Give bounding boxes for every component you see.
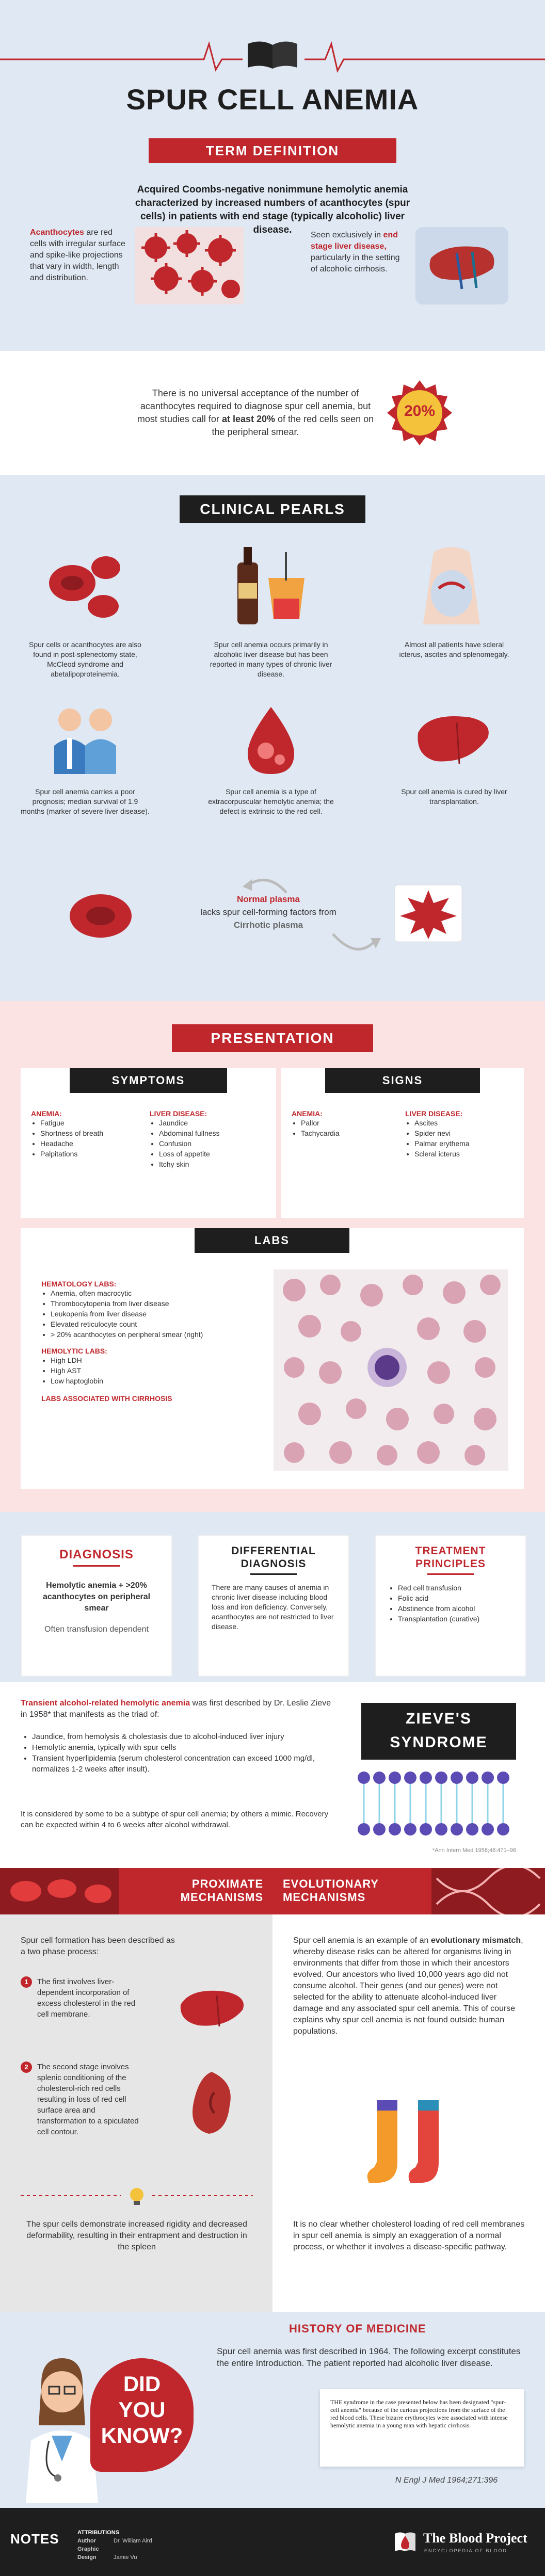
diagnosis-sub: Often transfusion dependent — [44, 1625, 149, 1634]
history-section — [0, 2312, 545, 2508]
heme-labs-list — [41, 1288, 268, 1340]
zieve-intro-rest: was first described by Dr. Leslie Zieve in 1958* that manifests as the triad of: — [21, 1699, 331, 1719]
you-word: YOU — [118, 2397, 166, 2422]
attributions-label: ATTRIBUTIONS — [77, 2530, 120, 2536]
did-word: DID — [123, 2372, 161, 2396]
red-cells-icon — [41, 547, 129, 624]
threshold-text-bold: at least 20% — [221, 414, 275, 424]
signs-liver-label: LIVER DISEASE: — [405, 1109, 463, 1118]
pearl-text-2: Spur cell anemia occurs primarily in alcoholic liver disease but has been reported in many types of chronic liver disease. — [210, 640, 332, 678]
list-item: • Itchy skin — [159, 1159, 268, 1169]
plasma-middle-text: lacks spur cell-forming factors from — [200, 907, 336, 917]
cirrhosis-labs-label: LABS ASSOCIATED WITH CIRRHOSIS — [41, 1394, 172, 1403]
list-item: • Tachycardia — [301, 1128, 395, 1138]
spur-cells-image — [135, 227, 244, 304]
zieve-footnote: *Ann Intern Med 1958;48:471–96 — [432, 1847, 516, 1854]
presentation-section — [0, 1001, 545, 1512]
threshold-text-b: of the red cells seen on the peripheral smear. — [212, 414, 374, 437]
blood-drop-icon — [232, 702, 310, 779]
zieve-section — [0, 1682, 545, 1868]
list-item: • Folic acid — [398, 1593, 511, 1603]
list-item: • Confusion — [159, 1138, 268, 1149]
liver-step-icon — [178, 1984, 250, 2036]
proximate-header: PROXIMATE MECHANISMS — [180, 1877, 263, 1904]
labs-card — [21, 1228, 524, 1489]
cirrhotic-plasma-label: Cirrhotic plasma — [233, 920, 303, 930]
presentation-ribbon: PRESENTATION — [172, 1024, 373, 1052]
curved-arrow-right-icon — [330, 929, 382, 960]
did-you-know-text — [90, 2371, 194, 2449]
design-label: Graphic Design — [77, 2546, 99, 2561]
diagnosis-header: DIAGNOSIS — [59, 1548, 134, 1561]
symptoms-liver-list — [150, 1118, 268, 1169]
know-word: KNOW? — [101, 2423, 183, 2448]
symptoms-liver-label: LIVER DISEASE: — [150, 1109, 207, 1118]
list-item: • Ascites — [414, 1118, 519, 1128]
list-item: • High LDH — [51, 1355, 268, 1365]
page-title: SPUR CELL ANEMIA — [126, 83, 419, 116]
signs-anemia-list — [292, 1118, 395, 1138]
list-item: • Fatigue — [40, 1118, 139, 1128]
clinical-pearls-ribbon: CLINICAL PEARLS — [180, 495, 365, 523]
proximate-intro: Spur cell formation has been described as a two phase process: — [21, 1936, 175, 1956]
author-label: Author — [77, 2538, 97, 2544]
mechanisms-section — [0, 1868, 545, 2312]
list-item: • Palmar erythema — [414, 1138, 519, 1149]
list-item: • Spider nevi — [414, 1128, 519, 1138]
list-item: • Jaundice — [159, 1118, 268, 1128]
seen-exclusively-text — [311, 230, 404, 275]
list-item: • Pallor — [301, 1118, 395, 1128]
list-item: • Transplantation (curative) — [398, 1614, 511, 1624]
twenty-percent-badge-text: 20% — [404, 403, 436, 420]
history-header: HISTORY OF MEDICINE — [289, 2322, 426, 2335]
history-excerpt: THE syndrome in the case presented below has been designated "spur-cell anemia" because of the curious projections from the surface of the red blood cells. These bizarre erythrocytes were associated with intense hemolytic anemia in a young man with hepatic cirrhosis. — [330, 2398, 508, 2429]
treatment-card — [375, 1535, 526, 1677]
evolutionary-closing: It is no clear whether cholesterol loading of red cell membranes in spur cell anemia is simply an exaggeration of a normal process, or whether it involves a disease-specific pathway. — [293, 2220, 525, 2251]
symptoms-anemia-label: ANEMIA: — [31, 1109, 62, 1118]
zieve-intro-red: Transient alcohol-related hemolytic anemia — [21, 1699, 190, 1708]
normal-cell-icon — [62, 888, 139, 944]
zieve-ribbon: ZIEVE'S SYNDROME — [361, 1703, 516, 1760]
list-item: • Headache — [40, 1138, 139, 1149]
diagnosis-card — [21, 1535, 172, 1677]
footer-section — [0, 2508, 545, 2576]
zieve-closing: It is considered by some to be a subtype of spur cell anemia; by others a mimic. Recovery can be expected within 4 to 6 weeks after alcohol withdrawal. — [21, 1810, 329, 1829]
normal-plasma-label: Normal plasma — [237, 894, 300, 904]
spleen-icon — [186, 2069, 237, 2136]
list-item: • Elevated reticulocyte count — [51, 1319, 268, 1329]
list-item: • Thrombocytopenia from liver disease — [51, 1298, 268, 1309]
lipid-bilayer-icon — [356, 1767, 521, 1840]
signs-card — [281, 1068, 524, 1218]
evo-text-a: Spur cell anemia is an example of an — [293, 1936, 431, 1945]
heartbeat-book-icon — [0, 28, 545, 75]
list-item: • Scleral icterus — [414, 1149, 519, 1159]
spur-cell-icon — [392, 882, 464, 944]
acanthocytes-term: Acanthocytes — [30, 228, 84, 237]
step-1-text: The first involves liver-dependent incorporation of excess cholesterol in the red cell membrane. — [37, 1977, 136, 2019]
threshold-text-a: There is no universal acceptance of the number of acanthocytes required to diagnose spur cell anemia, but most studies call for — [137, 388, 371, 424]
author-name: Dr. William Aird — [114, 2538, 152, 2544]
diagnosis-criteria: Hemolytic anemia + >20% acanthocytes on peripheral smear — [42, 1581, 151, 1613]
evolutionary-header: EVOLUTIONARY MECHANISMS — [283, 1877, 379, 1904]
proximate-closing: The spur cells demonstrate increased rigidity and decreased deformability, resulting in their entrapment and destruction in the spleen — [26, 2220, 247, 2251]
dna-icon — [431, 1868, 545, 1914]
treatment-list — [389, 1583, 511, 1624]
definition-text: Acquired Coombs-negative nonimmune hemolytic anemia characterized by increased numbers of acanthocytes (spur cells) in patients with end stage (typically alcoholic) liver disease. — [135, 184, 410, 235]
list-item: • Anemia, often macrocytic — [51, 1288, 268, 1298]
history-excerpt-card — [320, 2389, 524, 2467]
list-item: • Loss of appetite — [159, 1149, 268, 1159]
list-item: • Transient hyperlipidemia (serum cholesterol concentration can exceed 1000 mg/dl, normalizes 1-2 weeks after insult). — [32, 1753, 342, 1775]
seen-red: end stage liver disease, — [311, 231, 398, 251]
acanthocytes-desc: are red cells with irregular surface and spike-like projections that vary in width, length and distribution. — [30, 228, 125, 282]
step-1-badge: 1 — [21, 1976, 32, 1988]
pearl-text-3: Almost all patients have scleral icterus, ascites and splenomegaly. — [399, 640, 509, 658]
history-text: Spur cell anemia was first described in 1964. The following excerpt constitutes the entire Introduction. The patient reported had alcoholic liver disease. — [217, 2346, 521, 2368]
acanthocytes-description — [30, 227, 128, 284]
pearls-section — [0, 475, 545, 1001]
step-2-badge: 2 — [21, 2062, 32, 2073]
seen-prefix: Seen exclusively in — [311, 231, 383, 239]
list-item: • Abstinence from alcohol — [398, 1603, 511, 1614]
list-item: • Abdominal fullness — [159, 1128, 268, 1138]
list-item: • High AST — [51, 1365, 268, 1376]
hemolytic-labs-list — [41, 1355, 268, 1386]
plasma-text — [170, 893, 366, 931]
signs-header: SIGNS — [325, 1068, 480, 1093]
list-item: • Palpitations — [40, 1149, 139, 1159]
list-item: • > 20% acanthocytes on peripheral smear (right) — [51, 1329, 268, 1340]
step-2-text: The second stage involves splenic conditioning of the cholesterol-rich red cells resulting in loss of red cell surface area and transformation to a spiculated cell contour. — [37, 2063, 139, 2136]
pearl-text-6: Spur cell anemia is cured by liver transplantation. — [401, 787, 507, 806]
list-item: • Shortness of breath — [40, 1128, 139, 1138]
term-definition-ribbon: TERM DEFINITION — [149, 138, 396, 163]
liver-human-icon — [410, 222, 514, 310]
history-citation: N Engl J Med 1964;271:396 — [395, 2476, 498, 2485]
ddx-card — [198, 1535, 349, 1677]
symptoms-card — [21, 1068, 276, 1218]
symptoms-header: SYMPTOMS — [70, 1068, 227, 1093]
blood-vessel-icon — [0, 1868, 119, 1914]
blood-smear-image — [274, 1269, 508, 1471]
blood-project-logo-icon — [392, 2529, 418, 2554]
design-name: Jamie Vu — [114, 2554, 137, 2561]
evo-text-bold: evolutionary mismatch — [430, 1936, 521, 1945]
zieve-intro — [21, 1698, 335, 1720]
symptoms-anemia-list — [31, 1118, 139, 1159]
pearl-text-4: Spur cell anemia carries a poor prognosis; median survival of 1.9 months (marker of severe liver disease). — [21, 787, 150, 815]
labs-header: LABS — [195, 1228, 349, 1253]
threshold-text — [134, 387, 377, 439]
list-item: • Hemolytic anemia, typically with spur cells — [32, 1742, 342, 1753]
patient-abdomen-icon — [408, 542, 495, 630]
treatment-header: TREATMENT PRINCIPLES — [415, 1545, 486, 1570]
seen-suffix: particularly in the setting of alcoholic cirrhosis. — [311, 253, 400, 273]
brand-subtitle: ENCYCLOPEDIA OF BLOOD — [424, 2548, 508, 2553]
evo-text-b: , whereby disease risks can be altered for organisms living in environments that differ from those in which their ancestors evolved. Our ancestors who lived 10,000 years ago did not consume alcohol. Their genes (and our genes) were not selected for the ability to attenuate alcohol-induced liver damage and any associated spur cell anemia. This of course explains why spur cell anemia is not found outside human populations. — [293, 1936, 523, 2036]
attributions-block — [77, 2529, 232, 2562]
alcohol-bottles-icon — [227, 542, 315, 630]
pearl-text-5: Spur cell anemia is a type of extracorpuscular hemolytic anemia; the defect is extrinsic to the red cell. — [208, 787, 334, 815]
signs-anemia-label: ANEMIA: — [292, 1109, 323, 1118]
list-item: • Low haptoglobin — [51, 1376, 268, 1386]
doctors-icon — [41, 702, 129, 779]
header-section — [0, 0, 545, 351]
signs-liver-list — [405, 1118, 519, 1159]
hemolytic-labs-label: HEMOLYTIC LABS: — [41, 1347, 107, 1355]
dx-section — [0, 1512, 545, 1682]
socks-icon — [361, 2095, 459, 2198]
ddx-text: There are many causes of anemia in chronic liver disease including blood loss and iron deficiency. Conversely, acanthocytes are not restricted to liver disease. — [212, 1583, 334, 1631]
list-item: • Red cell transfusion — [398, 1583, 511, 1593]
heme-labs-label: HEMATOLOGY LABS: — [41, 1280, 117, 1288]
evolutionary-text — [293, 1935, 525, 2037]
notes-label: NOTES — [10, 2531, 59, 2547]
list-item: • Jaundice, from hemolysis & cholestasis due to alcohol-induced liver injury — [32, 1731, 342, 1742]
brand-name: The Blood Project — [423, 2531, 527, 2546]
threshold-section — [0, 351, 545, 475]
liver-icon — [413, 702, 495, 779]
ddx-header: DIFFERENTIAL DIAGNOSIS — [231, 1545, 316, 1570]
list-item: • Leukopenia from liver disease — [51, 1309, 268, 1319]
bulb-divider-icon — [21, 2185, 253, 2206]
pearl-text-1: Spur cells or acanthocytes are also found in post-splenectomy state, McCleod syndrome and abetalipoproteinemia. — [29, 640, 141, 678]
zieve-triad-list — [21, 1731, 342, 1775]
